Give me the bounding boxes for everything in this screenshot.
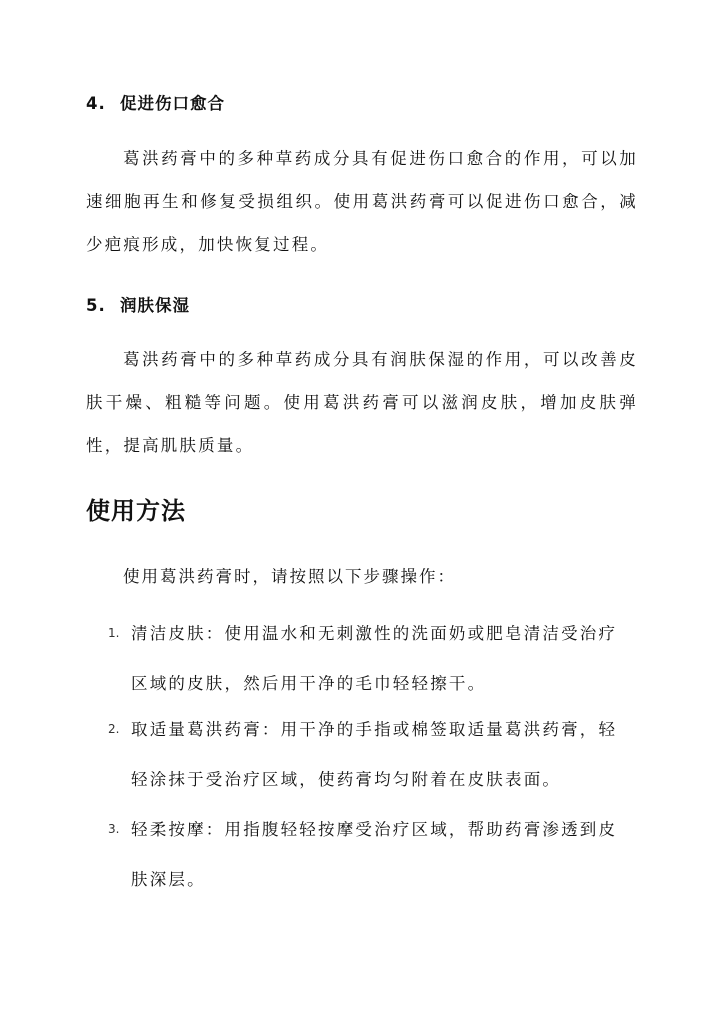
section-body-heal: 葛洪药膏中的多种草药成分具有促进伤口愈合的作用，可以加速细胞再生和修复受损组织。使用葛洪药膏可以促进伤口愈合，减少疤痕形成，加快恢复过程。 bbox=[86, 149, 638, 254]
step-text: 清洁皮肤：使用温水和无刺激性的洗面奶或肥皂清洁受治疗区域的皮肤，然后用干净的毛巾轻轻擦干。 bbox=[131, 624, 618, 693]
step-text: 取适量葛洪药膏：用干净的手指或棉签取适量葛洪药膏，轻轻涂抹于受治疗区域，使药膏均匀附着在皮肤表面。 bbox=[131, 720, 618, 789]
step-text: 轻柔按摩：用指腹轻轻按摩受治疗区域，帮助药膏渗透到皮肤深层。 bbox=[131, 820, 618, 889]
usage-step-2 bbox=[108, 717, 628, 805]
step-marker: 2. bbox=[108, 722, 120, 736]
usage-intro: 使用葛洪药膏时，请按照以下步骤操作： bbox=[123, 567, 456, 586]
usage-heading: 使用方法 bbox=[86, 497, 186, 525]
section-number: 4. bbox=[86, 94, 106, 113]
section-heading-heal bbox=[86, 90, 225, 114]
step-marker: 1. bbox=[108, 626, 120, 640]
section-heading-moisturize bbox=[86, 292, 190, 316]
section-title: 润肤保湿 bbox=[120, 296, 190, 315]
step-marker: 3. bbox=[108, 822, 120, 836]
section-number: 5. bbox=[86, 296, 106, 315]
section-title: 促进伤口愈合 bbox=[120, 94, 225, 113]
usage-step-1 bbox=[108, 621, 628, 709]
usage-step-3 bbox=[108, 817, 628, 905]
section-body-moisturize: 葛洪药膏中的多种草药成分具有润肤保湿的作用，可以改善皮肤干燥、粗糙等问题。使用葛洪药膏可以滋润皮肤，增加皮肤弹性，提高肌肤质量。 bbox=[86, 350, 638, 455]
